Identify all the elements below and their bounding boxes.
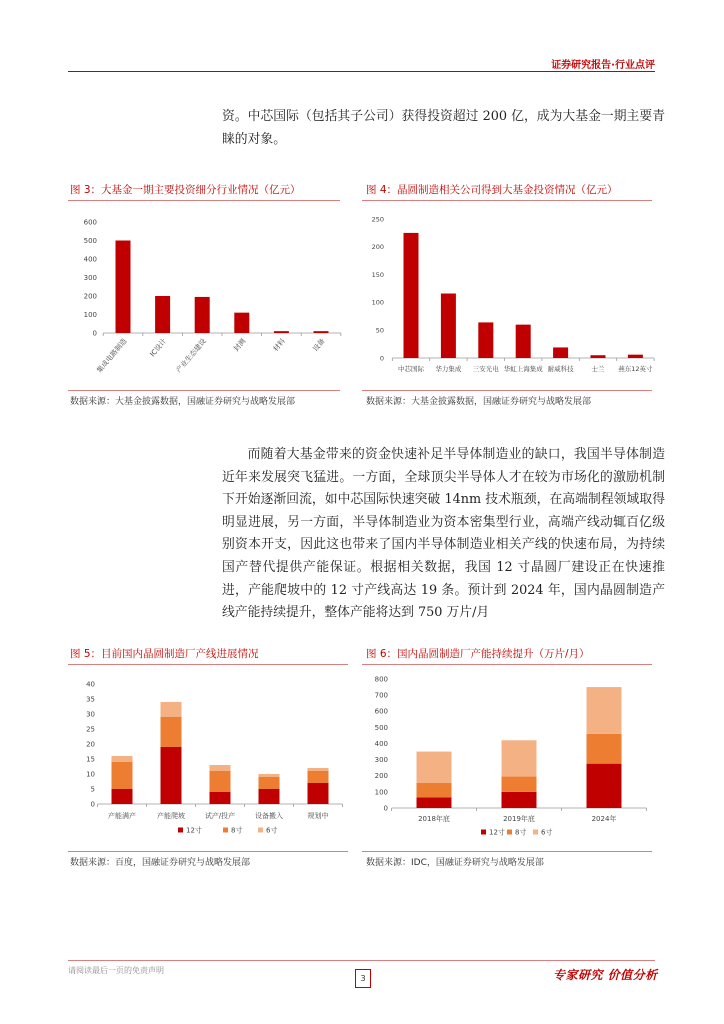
x-tick-label: 2019年底 (503, 815, 535, 823)
bar (553, 347, 568, 358)
y-tick-label: 20 (86, 740, 95, 749)
figure-6-chart (362, 672, 652, 844)
legend-swatch (258, 828, 263, 833)
y-tick-label: 10 (86, 770, 95, 779)
bar (112, 756, 133, 762)
body-paragraph: 而随着大基金带来的资金快速补足半导体制造业的缺口，我国半导体制造近年来发展突飞猛进。一方面，全球顶尖半导体人才在较为市场化的激励机制下开始逐渐回流，如中芯国际快速突破 14nm 技术瓶颈，在高端制程领域取得明显进展，另一方面，半导体制造业为资本密集型行业，高端产线动辄百亿级别资本开支，因此这也带来了国内半导体制造业相关产线的快速布局，为持续国产替代提供产能保证。根据相关数据，我国 12 寸晶圆厂建设正在快速推进，产能爬坡中的 12 寸产线高达 19 条。预计到 2024 年，国内晶圆制造产线产能持续提升，整体产能将达到 750 万片/月 (222, 447, 665, 621)
y-tick-label: 100 (371, 298, 384, 307)
y-tick-label: 600 (83, 218, 97, 227)
legend-swatch (507, 830, 512, 835)
bar (308, 768, 329, 771)
bar (417, 783, 452, 798)
legend-swatch (533, 830, 538, 835)
y-tick-label: 800 (374, 675, 388, 684)
figure-4-source: 数据来源：大基金披露数据，国融证券研究与战略发展部 (366, 397, 592, 407)
bar (587, 687, 622, 734)
figure-6-source: 数据来源：IDC，国融证券研究与战略发展部 (366, 858, 544, 868)
bar (314, 331, 329, 333)
bar (502, 777, 537, 792)
header-divider (68, 71, 655, 72)
bar (441, 294, 456, 358)
bar (417, 752, 452, 783)
bar (478, 322, 493, 358)
bar (210, 771, 231, 792)
x-tick-label: 2018年底 (418, 815, 450, 823)
intro-paragraph: 资。中芯国际（包括其子公司）获得投资超过 200 亿，成为大基金一期主要青睐的对象。 (222, 109, 665, 147)
x-tick-label: 规划中 (307, 812, 329, 820)
bar (502, 792, 537, 808)
y-tick-label: 0 (92, 329, 97, 338)
y-tick-label: 40 (86, 680, 95, 689)
x-tick-label: 2024年 (591, 815, 617, 823)
x-tick-label: 封测 (232, 337, 248, 354)
figure-3-title: 图 3：大基金一期主要投资细分行业情况（亿元） (70, 184, 301, 196)
bar (404, 233, 419, 358)
bar (161, 747, 182, 804)
x-tick-label: 燕东12英寸 (618, 365, 653, 373)
bar (628, 355, 643, 358)
y-tick-label: 500 (374, 723, 388, 732)
figure-4-title-rule (362, 200, 652, 201)
y-tick-label: 5 (90, 785, 95, 794)
y-tick-label: 200 (371, 243, 384, 252)
y-tick-label: 15 (86, 755, 95, 764)
bar (234, 313, 249, 333)
x-tick-label: 产能满产 (108, 812, 136, 820)
bar (587, 734, 622, 764)
x-tick-label: 耐威科技 (547, 365, 574, 373)
x-tick-label: 产能爬坡 (157, 812, 185, 820)
legend-label: 12寸 (186, 826, 202, 835)
figure-3-source: 数据来源：大基金披露数据，国融证券研究与战略发展部 (70, 397, 296, 407)
y-tick-label: 50 (375, 326, 384, 335)
y-tick-label: 35 (86, 695, 95, 704)
disclaimer-note: 请阅读最后一页的免责声明 (68, 966, 164, 975)
x-tick-label: 华虹上海集成 (503, 365, 543, 373)
figure-4-title: 图 4：晶圆制造相关公司得到大基金投资情况（亿元） (366, 184, 618, 196)
legend-label: 6寸 (266, 826, 278, 835)
bar (516, 325, 531, 358)
bar (587, 764, 622, 808)
y-tick-label: 300 (374, 756, 388, 765)
y-tick-label: 0 (379, 354, 384, 363)
legend-label: 8寸 (231, 826, 243, 835)
page-number: 3 (355, 969, 371, 988)
figure-3-source-rule (68, 390, 340, 391)
figure-3-title-rule (68, 200, 340, 201)
y-tick-label: 400 (83, 255, 97, 264)
y-tick-label: 30 (86, 710, 95, 719)
bar (112, 789, 133, 804)
bar (259, 789, 280, 804)
y-tick-label: 200 (83, 292, 97, 301)
bar (195, 297, 210, 333)
x-tick-label: 设备 (311, 337, 327, 354)
legend-swatch (223, 828, 228, 833)
bar (155, 296, 170, 333)
y-tick-label: 600 (374, 707, 388, 716)
legend-swatch (178, 828, 183, 833)
bar (259, 774, 280, 777)
bar (116, 241, 131, 334)
x-tick-label: 三安光电 (472, 365, 499, 373)
y-tick-label: 100 (374, 788, 388, 797)
footer-divider (68, 960, 655, 961)
legend-swatch (481, 830, 486, 835)
x-tick-label: 华力集成 (435, 365, 462, 373)
x-tick-label: 集成电路制造 (95, 337, 129, 375)
x-tick-label: IC设计 (148, 337, 169, 359)
figure-4-source-rule (362, 390, 652, 391)
bar (210, 792, 231, 804)
y-tick-label: 0 (90, 800, 95, 809)
bar (308, 771, 329, 783)
figure-6-title-rule (362, 664, 652, 665)
bar (502, 740, 537, 776)
y-tick-label: 25 (86, 725, 95, 734)
bar (210, 765, 231, 771)
figure-5-chart (68, 670, 348, 845)
figure-6-source-rule (362, 851, 652, 852)
x-tick-label: 产业生态建设 (174, 337, 208, 375)
bar (161, 702, 182, 717)
legend-label: 6寸 (541, 828, 553, 837)
x-tick-label: 中芯国际 (398, 365, 424, 373)
y-tick-label: 300 (83, 273, 97, 282)
y-tick-label: 250 (371, 215, 384, 224)
report-type-header: 证券研究报告·行业点评 (551, 60, 655, 71)
legend-label: 8寸 (515, 828, 527, 837)
figure-5-source-rule (68, 851, 348, 852)
bar (417, 798, 452, 808)
y-tick-label: 200 (374, 772, 388, 781)
x-tick-label: 材料 (271, 337, 287, 354)
y-tick-label: 0 (383, 804, 388, 813)
bar (591, 355, 606, 358)
bar (259, 777, 280, 789)
brand-logo: 专家研究 价值分析 (553, 968, 658, 982)
figure-6-title: 图 6：国内晶圆制造厂产能持续提升（万片/月） (366, 648, 590, 660)
bar (161, 717, 182, 747)
figure-5-source: 数据来源：百度，国融证券研究与战略发展部 (70, 858, 251, 868)
x-tick-label: 设备搬入 (255, 812, 283, 820)
y-tick-label: 700 (374, 691, 388, 700)
x-tick-label: 试产/投产 (204, 812, 236, 820)
y-tick-label: 150 (371, 270, 384, 279)
y-tick-label: 100 (83, 310, 97, 319)
bar (308, 783, 329, 804)
bar (274, 331, 289, 333)
figure-3-chart (68, 205, 340, 385)
legend-label: 12寸 (489, 828, 505, 837)
x-tick-label: 士兰 (591, 365, 605, 373)
figure-5-title-rule (68, 664, 348, 665)
y-tick-label: 400 (374, 739, 388, 748)
figure-5-title: 图 5：目前国内晶圆制造厂产线进展情况 (70, 648, 259, 660)
y-tick-label: 500 (83, 236, 97, 245)
bar (112, 762, 133, 789)
figure-4-chart (362, 208, 652, 386)
